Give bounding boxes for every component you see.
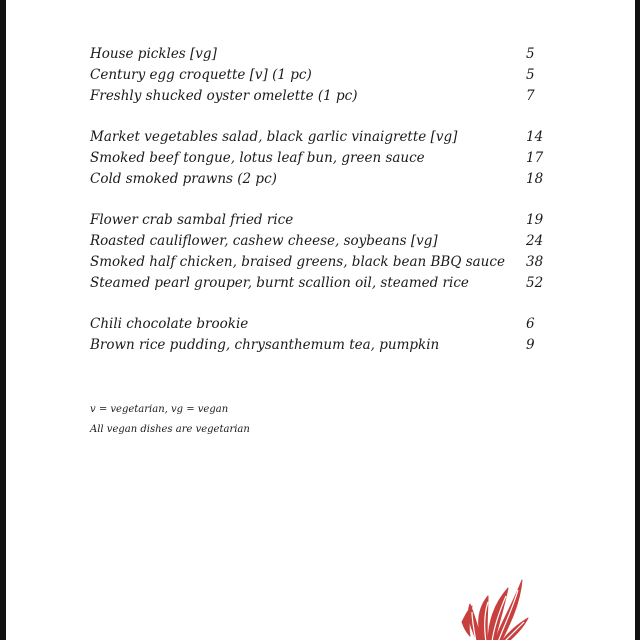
menu-section-snacks: [90, 44, 550, 107]
menu-item: [90, 86, 550, 107]
menu-section-mains: [90, 210, 550, 294]
menu-item: [90, 169, 550, 190]
menu-item-price: 5: [526, 46, 535, 62]
menu-item-price: 7: [526, 88, 535, 104]
menu-item-name: Cold smoked prawns (2 pc): [90, 171, 277, 187]
menu-item-name: Smoked half chicken, braised greens, black bean BBQ sauce: [90, 254, 505, 270]
menu-item-name: Market vegetables salad, black garlic vinaigrette [vg]: [90, 129, 458, 145]
menu-item-price: 52: [526, 275, 544, 291]
menu-list: [90, 44, 550, 376]
diet-legend: v = vegetarian, vg = vegan: [90, 404, 229, 415]
menu-item-name: Smoked beef tongue, lotus leaf bun, green sauce: [90, 150, 425, 166]
menu-item-name: Roasted cauliflower, cashew cheese, soybeans [vg]: [90, 233, 438, 249]
menu-item-price: 9: [526, 337, 535, 353]
menu-item-price: 19: [526, 212, 544, 228]
menu-item: [90, 210, 550, 231]
menu-notes: [90, 400, 250, 440]
vegan-note: All vegan dishes are vegetarian: [90, 424, 250, 435]
menu-section-starters: [90, 127, 550, 190]
menu-item: [90, 335, 550, 356]
menu-item-price: 5: [526, 67, 535, 83]
menu-item: [90, 44, 550, 65]
menu-item: [90, 65, 550, 86]
menu-item-price: 17: [526, 150, 544, 166]
menu-item-name: Century egg croquette [v] (1 pc): [90, 67, 312, 83]
menu-item-price: 14: [526, 129, 544, 145]
menu-item-name: Freshly shucked oyster omelette (1 pc): [90, 88, 358, 104]
left-border: [0, 0, 6, 640]
menu-item: [90, 127, 550, 148]
menu-item: [90, 148, 550, 169]
menu-item: [90, 273, 550, 294]
menu-item: [90, 231, 550, 252]
menu-item-name: House pickles [vg]: [90, 46, 217, 62]
menu-item-name: Flower crab sambal fried rice: [90, 212, 294, 228]
menu-item: [90, 252, 550, 273]
menu-item-price: 6: [526, 316, 535, 332]
menu-item: [90, 314, 550, 335]
menu-item-price: 18: [526, 171, 544, 187]
menu-item-price: 38: [526, 254, 544, 270]
menu-section-desserts: [90, 314, 550, 356]
menu-item-price: 24: [526, 233, 544, 249]
right-border: [635, 0, 640, 640]
leaf-logo-icon: [448, 574, 538, 640]
menu-item-name: Steamed pearl grouper, burnt scallion oil, steamed rice: [90, 275, 469, 291]
menu-item-name: Chili chocolate brookie: [90, 316, 249, 332]
menu-item-name: Brown rice pudding, chrysanthemum tea, pumpkin: [90, 337, 440, 353]
